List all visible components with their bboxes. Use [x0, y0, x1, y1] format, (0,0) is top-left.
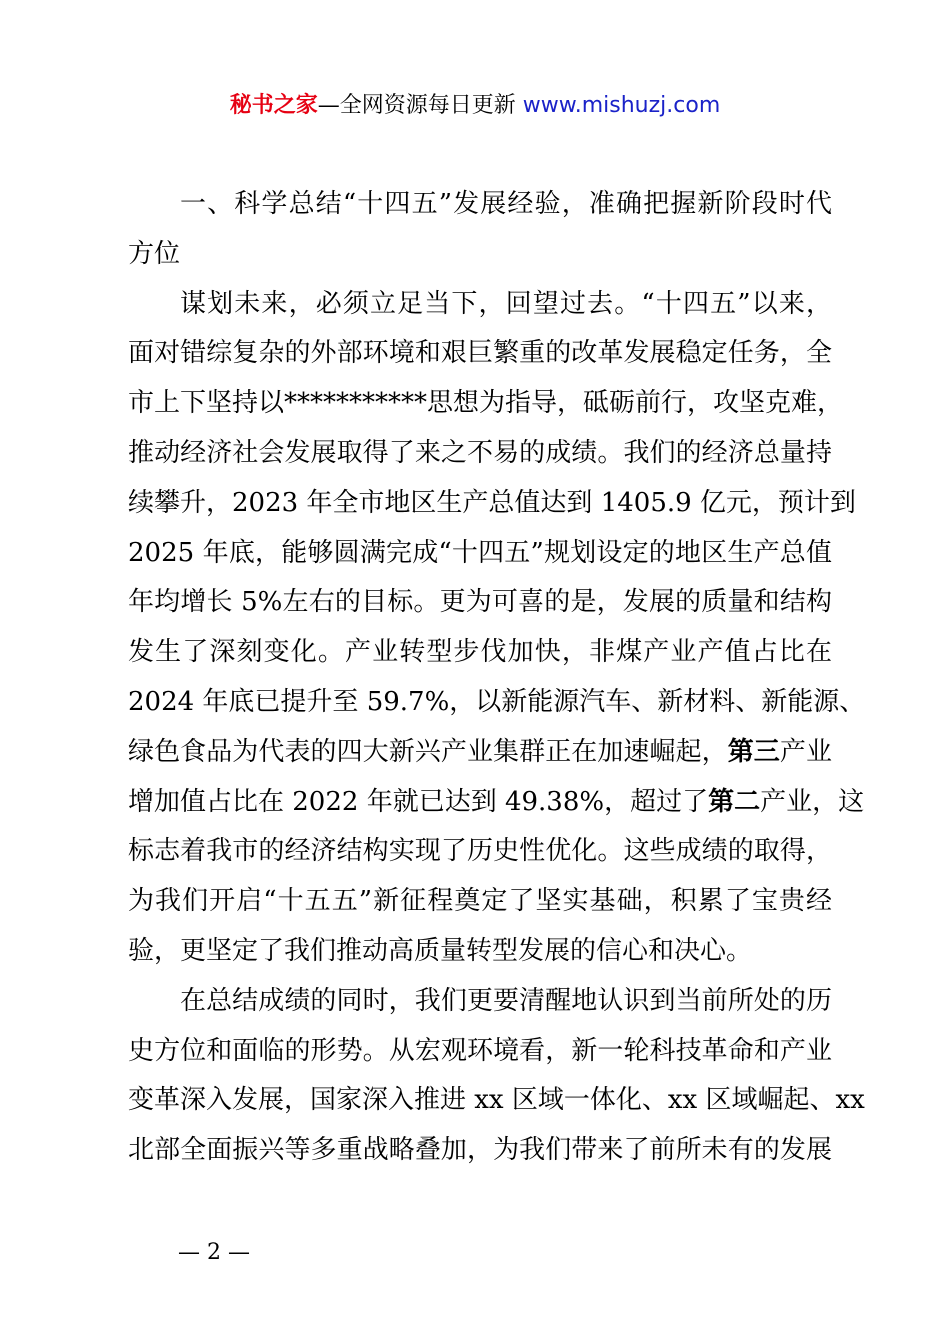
paragraph-line [128, 778, 865, 828]
paragraph-line: 变革深入发展，国家深入推进 xx 区域一体化、xx 区域崛起、xx [128, 1085, 865, 1116]
paragraph-line: 标志着我市的经济结构实现了历史性优化。这些成绩的取得， [128, 836, 832, 867]
site-header [0, 90, 950, 121]
paragraph-line: 北部全面振兴等多重战略叠加，为我们带来了前所未有的发展 [128, 1135, 832, 1166]
paragraph-line: 年均增长 5%左右的目标。更为可喜的是，发展的质量和结构 [128, 587, 832, 618]
paragraph-line: 为我们开启“十五五”新征程奠定了坚实基础，积累了宝贵经 [128, 886, 832, 917]
paragraph-line: 2024 年底已提升至 59.7%，以新能源汽车、新材料、新能源、 [128, 686, 866, 717]
paragraph-line: 面对错综复杂的外部环境和艰巨繁重的改革发展稳定任务，全 [128, 338, 832, 369]
text-run: 绿色食品为代表的四大新兴产业集群正在加速崛起， [128, 736, 728, 767]
brand-name: 秘书之家 [229, 92, 318, 118]
paragraph-line: 2025 年底，能够圆满完成“十四五”规划设定的地区生产总值 [128, 537, 832, 568]
paragraph-line [128, 728, 832, 778]
document-body [128, 180, 866, 1176]
text-run: 产业 [779, 736, 832, 767]
header-tagline: —全网资源每日更新 [317, 93, 523, 118]
paragraph-line: 谋划未来，必须立足当下，回望过去。“十四五”以来， [180, 288, 832, 319]
paragraph-line: 验，更坚定了我们推动高质量转型发展的信心和决心。 [128, 935, 753, 966]
bold-text-run: 第二 [708, 786, 761, 817]
paragraph-line: 市上下坚持以***********思想为指导，砥砺前行，攻坚克难， [128, 388, 844, 419]
bold-text-run: 第三 [727, 736, 780, 767]
text-run: 增加值占比在 2022 年就已达到 49.38%，超过了 [128, 786, 709, 817]
paragraph-line: 在总结成绩的同时，我们更要清醒地认识到当前所处的历 [180, 985, 832, 1016]
paragraph-line: 发生了深刻变化。产业转型步伐加快，非煤产业产值占比在 [128, 637, 832, 668]
page-number: — 2 — [178, 1240, 250, 1265]
text-run: 产业，这 [760, 786, 865, 817]
site-url[interactable]: www.mishuzj.com [522, 93, 721, 118]
paragraph-line: 续攀升，2023 年全市地区生产总值达到 1405.9 亿元，预计到 [128, 487, 856, 518]
section-heading-line: 一、科学总结“十四五”发展经验，准确把握新阶段时代 [180, 189, 832, 219]
section-heading-line: 方位 [128, 238, 181, 269]
paragraph-line: 史方位和面临的形势。从宏观环境看，新一轮科技革命和产业 [128, 1035, 832, 1066]
paragraph-line: 推动经济社会发展取得了来之不易的成绩。我们的经济总量持 [128, 437, 832, 468]
